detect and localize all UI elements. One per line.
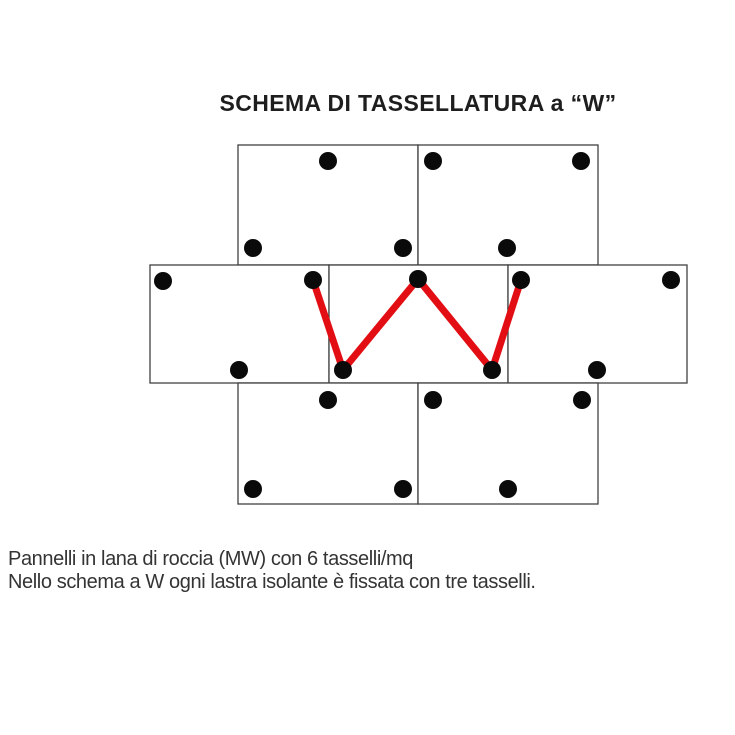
- dowel-dot: [483, 361, 501, 379]
- dowel-dot: [499, 480, 517, 498]
- dowel-dot: [573, 391, 591, 409]
- dowel-dot: [424, 391, 442, 409]
- dowel-dot: [154, 272, 172, 290]
- dowel-dot: [334, 361, 352, 379]
- dowel-dot: [319, 152, 337, 170]
- caption-line-2: Nello schema a W ogni lastra isolante è fissata con tre tasselli.: [8, 571, 536, 593]
- dowel-dot: [424, 152, 442, 170]
- dowel-dot: [394, 480, 412, 498]
- dowel-dot: [394, 239, 412, 257]
- dowel-dot: [409, 270, 427, 288]
- diagram-title: SCHEMA DI TASSELLATURA a “W”: [219, 90, 617, 116]
- dowel-dot: [230, 361, 248, 379]
- dowel-dot: [588, 361, 606, 379]
- dowel-dot: [498, 239, 516, 257]
- dowel-dot: [662, 271, 680, 289]
- dowel-dot: [572, 152, 590, 170]
- dowel-dot: [512, 271, 530, 289]
- caption: [8, 548, 536, 594]
- caption-line-1: Pannelli in lana di roccia (MW) con 6 tasselli/mq: [8, 548, 414, 570]
- dowel-dot: [244, 239, 262, 257]
- dowel-dot: [244, 480, 262, 498]
- dowel-dot: [319, 391, 337, 409]
- dowel-dot: [304, 271, 322, 289]
